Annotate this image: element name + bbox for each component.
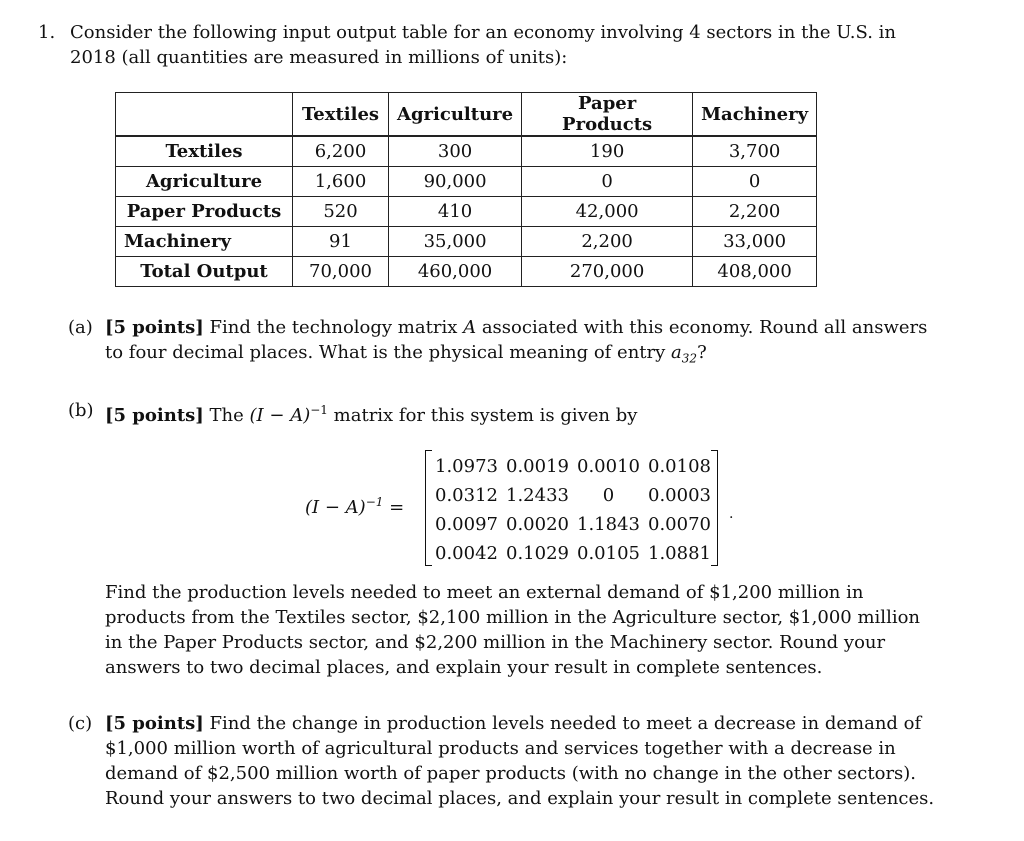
matrix-cell: 1.0973 — [435, 456, 498, 477]
table-cell: 2,200 — [522, 227, 693, 257]
column-header-agriculture: Agriculture — [389, 93, 522, 137]
matrix-trailing-period: . — [729, 506, 734, 522]
table-cell: 460,000 — [389, 257, 522, 287]
matrix-cell: 0.0105 — [577, 543, 640, 564]
table-cell: 1,600 — [293, 167, 389, 197]
table-cell: 42,000 — [522, 197, 693, 227]
part-b-sup: −1 — [310, 403, 328, 417]
part-a-text — [105, 315, 938, 372]
part-b-points: [5 points] — [105, 405, 204, 426]
matrix-cell: 0.1029 — [506, 543, 569, 564]
matrix-cell: 0.0020 — [506, 514, 569, 535]
matrix-cell: 0.0010 — [577, 456, 640, 477]
part-a-entry: $a_{32}$ — [671, 342, 698, 366]
matrix-cell: 1.2433 — [506, 485, 569, 506]
matrix-cell: 0.0042 — [435, 543, 498, 564]
part-c — [68, 711, 938, 811]
matrix-label: $(I - A)^{-1}$ = — [305, 495, 405, 518]
table-cell: 3,700 — [693, 136, 817, 167]
column-header-textiles: Textiles — [293, 93, 389, 137]
part-a-text-1: Find the technology matrix — [209, 317, 458, 338]
matrix-grid — [431, 452, 715, 568]
matrix-row — [431, 539, 715, 568]
matrix-cell: 0.0108 — [648, 456, 711, 477]
input-output-table — [115, 92, 817, 287]
table-cell: 70,000 — [293, 257, 389, 287]
row-header: Total Output — [116, 257, 293, 287]
part-b-expr: (I − A) — [249, 405, 311, 426]
column-header-paper-products: Paper Products — [522, 93, 693, 137]
part-b-question — [68, 580, 938, 680]
column-header-machinery: Machinery — [693, 93, 817, 137]
matrix-right-bracket — [711, 450, 718, 566]
matrix-row — [431, 452, 715, 481]
table-row — [116, 167, 817, 197]
matrix-cell: 0.0097 — [435, 514, 498, 535]
problem-statement — [38, 20, 938, 70]
part-a — [68, 315, 938, 372]
matrix-row — [431, 510, 715, 539]
table-cell: 520 — [293, 197, 389, 227]
row-header: Machinery — [116, 227, 293, 257]
table-cell: 270,000 — [522, 257, 693, 287]
row-header: Paper Products — [116, 197, 293, 227]
row-header: Textiles — [116, 136, 293, 167]
part-c-label: (c) — [68, 713, 93, 734]
matrix-cell: 0.0070 — [648, 514, 711, 535]
table-cell: 2,200 — [693, 197, 817, 227]
part-a-text-3: ? — [697, 342, 707, 363]
table-row — [116, 257, 817, 287]
table-cell: 35,000 — [389, 227, 522, 257]
matrix-cell: 0 — [602, 485, 615, 506]
table-cell: 408,000 — [693, 257, 817, 287]
part-c-text — [105, 711, 938, 811]
table-cell: 33,000 — [693, 227, 817, 257]
part-b-label: (b) — [68, 400, 94, 421]
part-c-body: Find the change in production levels needed to meet a decrease in demand of $1,000 million worth of agricultural products and services together with a decrease in demand of $2,500 million worth of paper products (with no change in the other sectors). Round your answers to two decimal places, and explain your result in complete sentences. — [105, 713, 935, 809]
matrix-row — [431, 481, 715, 510]
part-a-text-2: associated with this economy. Round all answers to four decimal places. What is the physical meaning of entry — [105, 317, 928, 363]
matrix-cell: 1.1843 — [577, 514, 640, 535]
table-cell: 300 — [389, 136, 522, 167]
part-b-text — [105, 398, 938, 428]
table-cell: 6,200 — [293, 136, 389, 167]
matrix-cell: 1.0881 — [648, 543, 711, 564]
row-header: Agriculture — [116, 167, 293, 197]
problem-text: Consider the following input output table for an economy involving 4 sectors in the U.S. in 2018 (all quantities are measured in millions of units): — [70, 22, 896, 68]
part-a-var: A — [463, 317, 477, 338]
table-cell: 0 — [522, 167, 693, 197]
table-cell: 0 — [693, 167, 817, 197]
part-b-text-1: The — [209, 405, 244, 426]
part-b-text-3: Find the production levels needed to meet an external demand of $1,200 million in products from the Textiles sector, $2,100 million in the Agriculture sector, $1,000 million in the Paper Products sector, and $2,200 million in the Machinery sector. Round your answers to two decimal places, and explain your result in complete sentences. — [105, 582, 921, 678]
part-a-label: (a) — [68, 317, 93, 338]
inverse-matrix — [305, 448, 755, 568]
table-row — [116, 227, 817, 257]
table-row — [116, 197, 817, 227]
table-row — [116, 136, 817, 167]
table-cell: 410 — [389, 197, 522, 227]
matrix-cell: 0.0019 — [506, 456, 569, 477]
problem-number: 1. — [38, 22, 56, 43]
matrix-cell: 0.0003 — [648, 485, 711, 506]
table-cell: 91 — [293, 227, 389, 257]
part-a-points: [5 points] — [105, 317, 204, 338]
matrix-cell: 0.0312 — [435, 485, 498, 506]
table-cell: 90,000 — [389, 167, 522, 197]
part-b-text-2: matrix for this system is given by — [333, 405, 638, 426]
part-b — [68, 398, 938, 428]
table-cell: 190 — [522, 136, 693, 167]
part-c-points: [5 points] — [105, 713, 204, 734]
table-corner-cell — [116, 93, 293, 137]
